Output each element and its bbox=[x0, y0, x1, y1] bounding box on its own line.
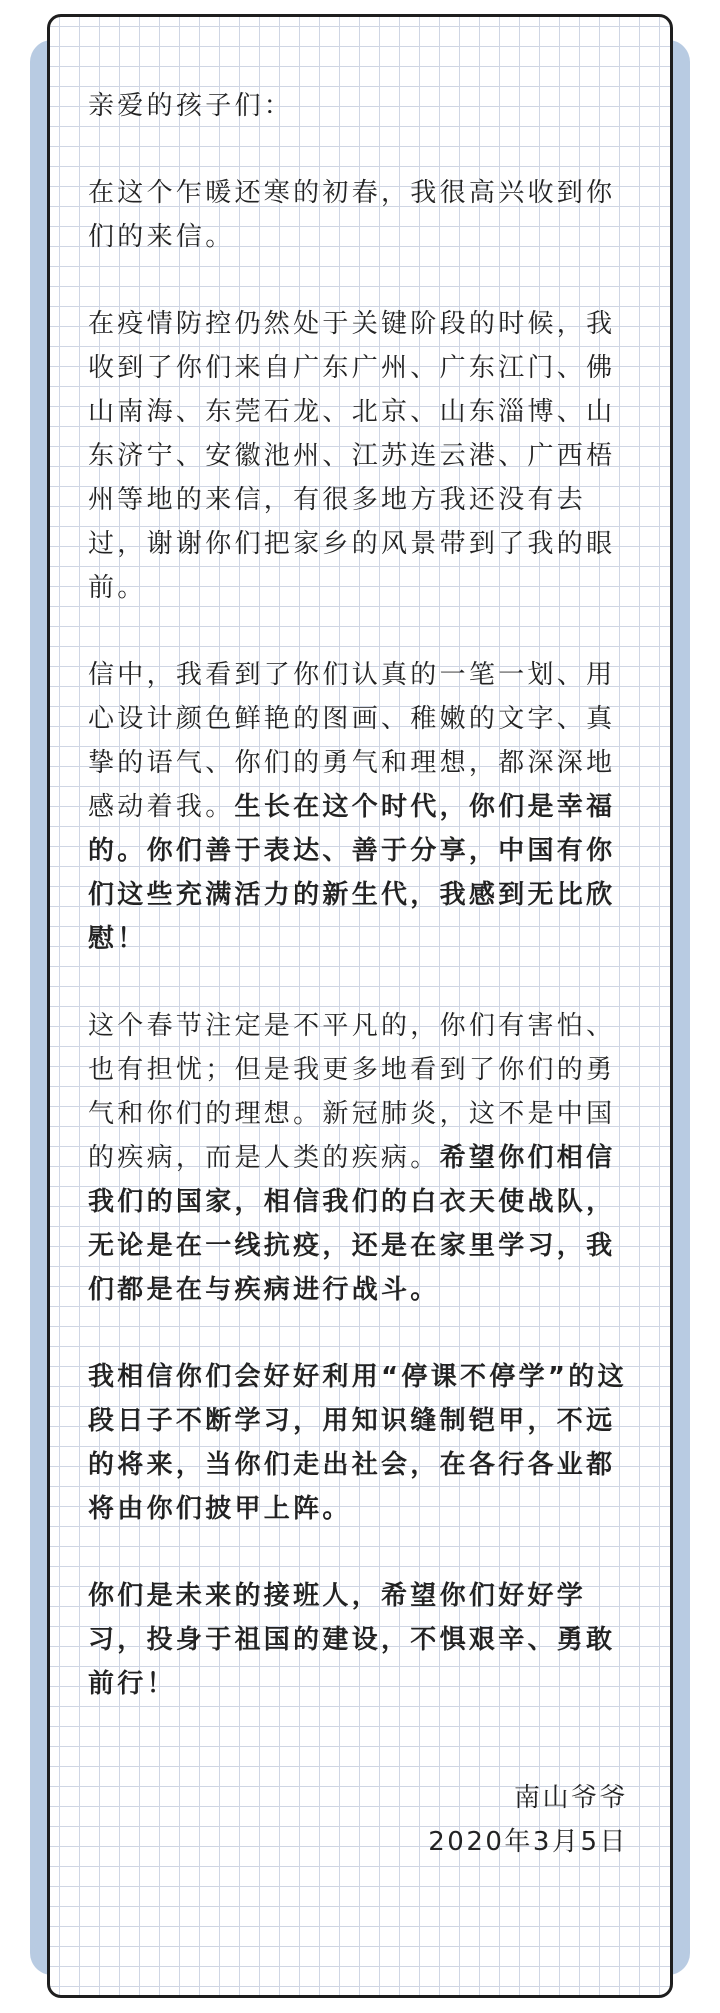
paragraph-3-bold-text: 生长在这个时代，你们是幸福的。你们善于表达、善于分享，中国有你们这些充满活力的新生代，我感到无比欣慰！ bbox=[88, 792, 616, 954]
letter-signature bbox=[428, 1776, 628, 1864]
letter-paragraph-1: 在这个乍暖还寒的初春，我很高兴收到你们的来信。 bbox=[88, 178, 616, 252]
letter-paragraph-2: 在疫情防控仍然处于关键阶段的时候，我收到了你们来自广东广州、广东江门、佛山南海、东莞石龙、北京、山东淄博、山东济宁、安徽池州、江苏连云港、广西梧州等地的来信，有很多地方我还没有去过，谢谢你们把家乡的风景带到了我的眼前。 bbox=[88, 309, 616, 603]
letter-greeting: 亲爱的孩子们： bbox=[88, 91, 294, 121]
letter-paragraph-6: 你们是未来的接班人，希望你们好好学习，投身于祖国的建设，不惧艰辛、勇敢前行！ bbox=[88, 1581, 616, 1699]
paragraph-4-text: 这个春节注定是不平凡的，你们有害怕、也有担忧；但是我更多地看到了你们的勇气和你们的理想。新冠肺炎，这不是中国的疾病，而是人类的疾病。 bbox=[88, 1011, 616, 1173]
letter-paragraph-3 bbox=[88, 653, 636, 961]
letter-paragraph-4 bbox=[88, 1004, 636, 1312]
paragraph-3-text: 信中，我看到了你们认真的一笔一划、用心设计颜色鲜艳的图画、稚嫩的文字、真挚的语气、你们的勇气和理想，都深深地感动着我。 bbox=[88, 660, 616, 822]
signature-name: 南山爷爷 bbox=[513, 1783, 628, 1813]
signature-date: 2020年3月5日 bbox=[428, 1827, 628, 1857]
paragraph-4-bold-text: 希望你们相信我们的国家，相信我们的白衣天使战队，无论是在一线抗疫，还是在家里学习，我们都是在与疾病进行战斗。 bbox=[88, 1143, 616, 1305]
letter-body bbox=[88, 84, 636, 1749]
letter-paragraph-5: 我相信你们会好好利用“停课不停学”的这段日子不断学习，用知识缝制铠甲，不远的将来，当你们走出社会，在各行各业都将由你们披甲上阵。 bbox=[88, 1362, 627, 1524]
